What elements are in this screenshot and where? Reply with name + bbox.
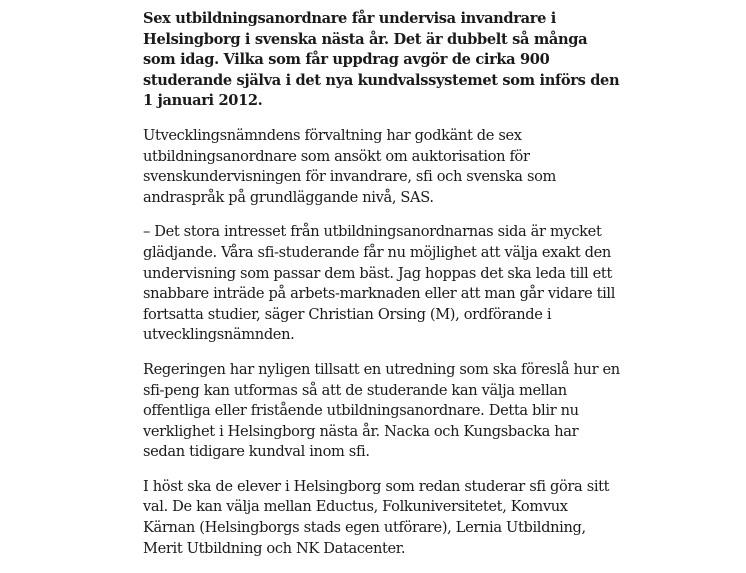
article-paragraph-4: I höst ska de elever i Helsingborg som redan studerar sfi göra sitt val. De kan välja mellan Eductus, Folkuniversitetet, Komvux Kärnan (Helsingborgs stads egen utförare), Lernia Utbildning, Merit Utbildning och NK Datacenter. <box>143 477 610 557</box>
article-lead: Sex utbildningsanordnare får undervisa invandrare i Helsingborg i svenska nästa år. Det är dubbelt så många som idag. Vilka som får uppdrag avgör de cirka 900 studerande själva i det nya kundvalssystemet som införs den 1 januari 2012. <box>143 10 620 110</box>
article-paragraph-3: Regeringen har nyligen tillsatt en utredning som ska föreslå hur en sfi-peng kan utformas så att de studerande kan välja mellan offentliga eller fristående utbildningsanordnare. Detta blir nu verklighet i Helsingborg nästa år. Nacka och Kungsbacka har sedan tidigare kundval inom sfi. <box>143 360 620 461</box>
article <box>143 9 623 573</box>
article-paragraph-2: – Det stora intresset från utbildningsanordnarnas sida är mycket glädjande. Våra sfi-studerande får nu möjlighet att välja exakt den undervisning som passar dem bäst. Jag hoppas det ska leda till ett snabbare inträde på arbets-marknaden eller att man går vidare till fortsatta studier, säger Christian Orsing (M), ordförande i utvecklingsnämnden. <box>143 223 616 344</box>
article-paragraph-1: Utvecklingsnämndens förvaltning har godkänt de sex utbildningsanordnare som ansökt om auktorisation för svenskundervisningen för invandrare, sfi och svenska som andraspråk på grundläggande nivå, SAS. <box>143 126 557 206</box>
